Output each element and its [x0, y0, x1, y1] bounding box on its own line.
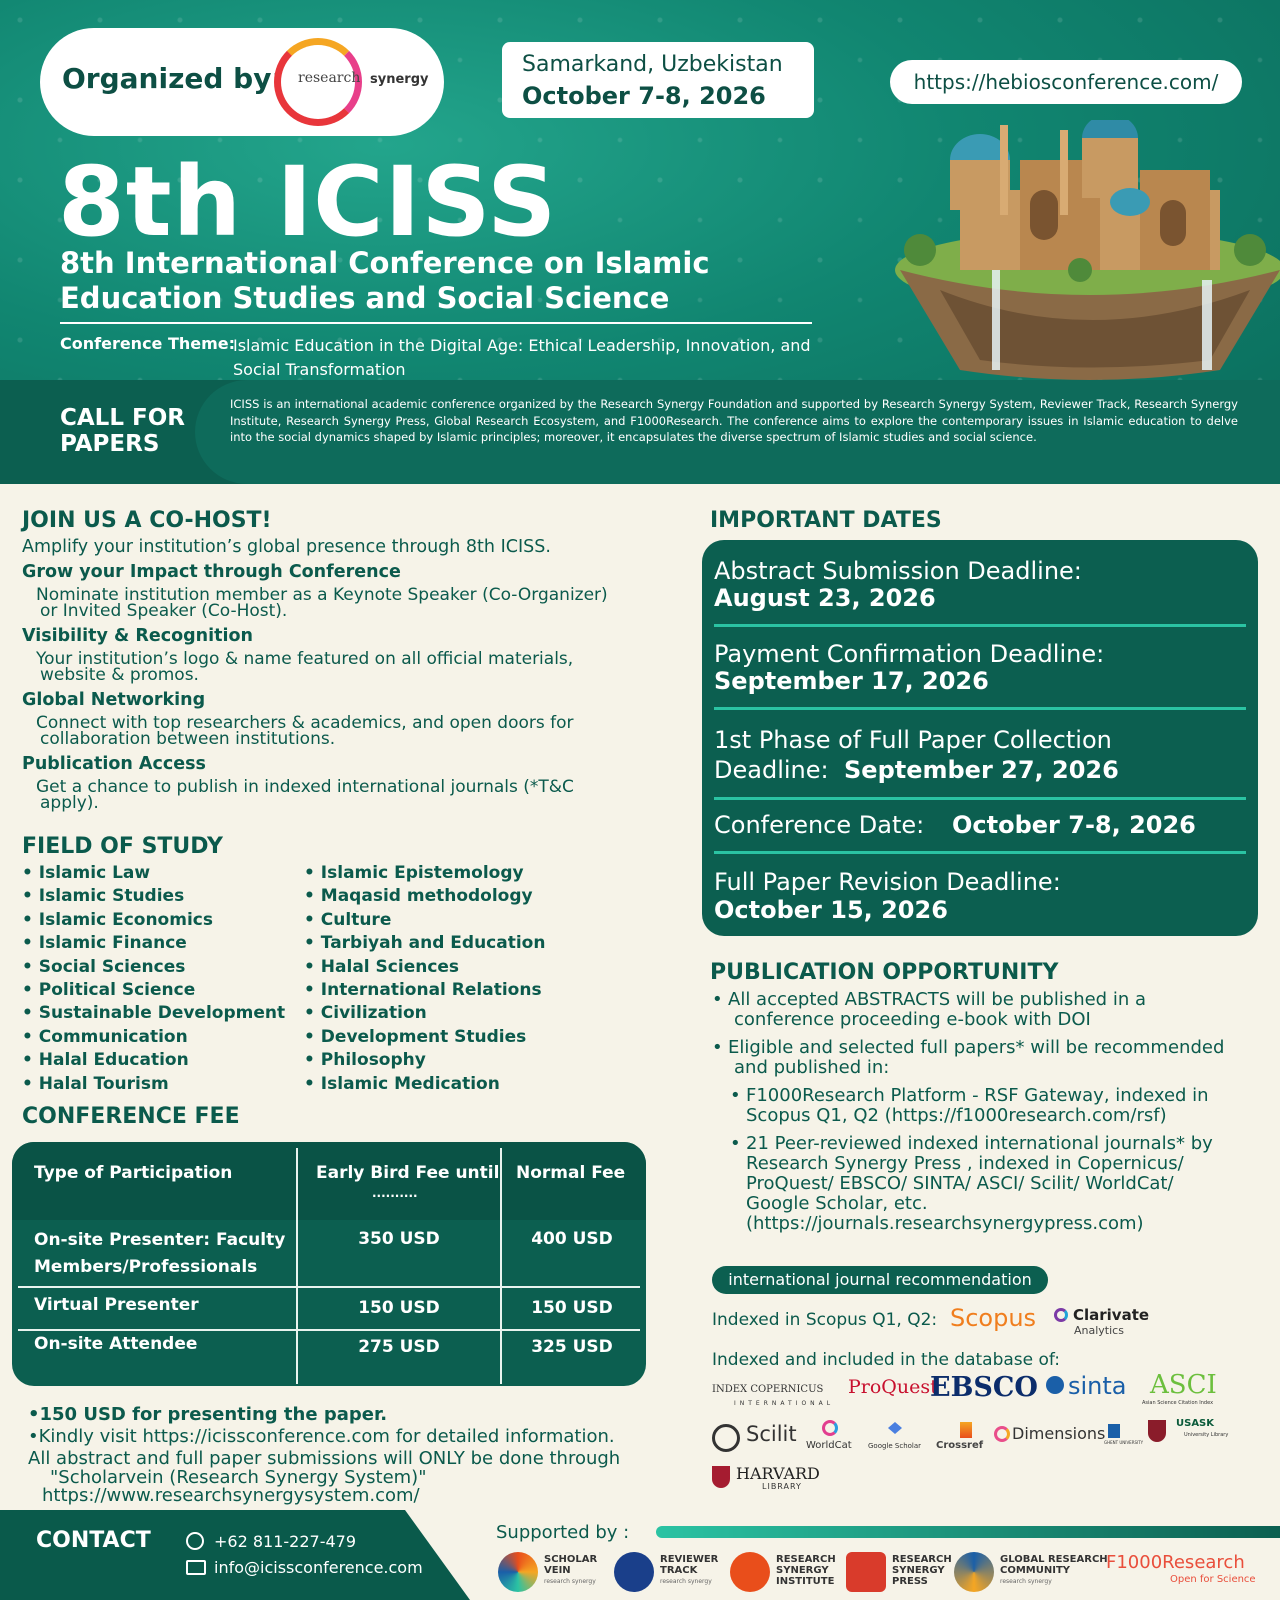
- list-item: • Civilization: [304, 1002, 545, 1025]
- supporter-sub: research synergy: [660, 1578, 712, 1585]
- supporter-sub: research synergy: [1000, 1578, 1052, 1585]
- harvard-sub: LIBRARY: [762, 1482, 802, 1491]
- list-item: • Political Science: [22, 979, 285, 1002]
- table-row: [34, 1292, 199, 1319]
- pub-line: Google Scholar, etc.: [746, 1193, 928, 1214]
- worldcat-icon: [822, 1420, 838, 1436]
- dimensions-logo: Dimensions: [1012, 1424, 1106, 1443]
- fee-col-early: Early Bird Fee until: [316, 1163, 500, 1183]
- theme-label: Conference Theme:: [60, 334, 236, 353]
- supporter-press: [892, 1554, 952, 1587]
- usask-sub: University Library: [1184, 1432, 1229, 1438]
- organizer-label: Organized by:: [62, 62, 283, 95]
- cohost-item-title: Global Networking: [22, 690, 206, 710]
- supporter-text: INSTITUTE: [776, 1576, 835, 1587]
- supporter-text: TRACK: [660, 1565, 698, 1576]
- date-divider: [714, 797, 1246, 800]
- list-item: • Tarbiyah and Education: [304, 932, 545, 955]
- research-synergy-press-icon: [846, 1552, 886, 1592]
- date-label: 1st Phase of Full Paper Collection: [714, 726, 1112, 754]
- fee-normal-value: 400 USD: [531, 1229, 613, 1249]
- supporter-text: PRESS: [892, 1576, 928, 1587]
- crossref-logo: Crossref: [936, 1440, 984, 1451]
- university-crest-icon: [1148, 1420, 1166, 1442]
- location-date: October 7-8, 2026: [522, 82, 766, 110]
- pub-line: ProQuest/ EBSCO/ SINTA/ ASCI/ Scilit/ WorldCat/: [746, 1173, 1174, 1194]
- ebsco-logo: EBSCO: [930, 1372, 1038, 1403]
- list-item: • Culture: [304, 909, 545, 932]
- call-for-papers-text: ICISS is an international academic conference organized by the Research Synergy Foundation and supported by Research Synergy System, Reviewer Track, Research Synergy Institute, Research Synergy Press, Global Research Ecosystem, and F1000Research. The conference aims to explore the contemporary issues in Islamic education to delve into the social dynamics shaped by Islamic principles; moreover, it encapsulates the diverse spectrum of Islamic studies and social science.: [230, 397, 1238, 444]
- date-value: August 23, 2026: [714, 584, 936, 612]
- subtitle-line-2: Education Studies and Social Science: [60, 281, 670, 315]
- sinta-logo: sinta: [1068, 1372, 1127, 1400]
- cohost-item-text: [36, 651, 573, 683]
- list-item: • Philosophy: [304, 1049, 545, 1072]
- fee-type: On-site Attendee: [34, 1334, 198, 1354]
- list-item: • Islamic Finance: [22, 932, 285, 955]
- cohost-item-text: [36, 715, 574, 747]
- fee-note: "Scholarvein (Research Synergy System)": [50, 1467, 427, 1488]
- list-item: • Islamic Studies: [22, 885, 285, 908]
- contact-bar: [0, 1510, 470, 1600]
- publication-heading: PUBLICATION OPPORTUNITY: [710, 960, 1059, 985]
- table-row: [34, 1331, 197, 1358]
- crossref-icon: [960, 1422, 972, 1438]
- list-item: [710, 990, 1260, 1030]
- fee-note: •Kindly visit https://icissconference.com for detailed information.: [28, 1426, 615, 1447]
- fee-early-value: 275 USD: [358, 1337, 440, 1357]
- field-of-study-heading: FIELD OF STUDY: [22, 834, 223, 859]
- list-item: • Islamic Epistemology: [304, 862, 545, 885]
- whatsapp-icon: [186, 1532, 204, 1550]
- asci-sub: Asian Science Citation Index: [1142, 1400, 1214, 1406]
- harvard-shield-icon: [712, 1466, 730, 1488]
- fee-col-normal: Normal Fee: [516, 1163, 626, 1183]
- list-item: • Islamic Law: [22, 862, 285, 885]
- f1000research-sub: Open for Science: [1170, 1574, 1256, 1585]
- list-item: • Development Studies: [304, 1026, 545, 1049]
- scilit-icon: [712, 1424, 740, 1452]
- fee-col-early-date: ..........: [372, 1186, 418, 1200]
- scopus-logo: Scopus: [950, 1304, 1037, 1332]
- supporter-text: REVIEWER: [660, 1554, 719, 1565]
- list-item: [710, 1038, 1260, 1078]
- supported-by-bar: [656, 1526, 1280, 1538]
- contact-email[interactable]: info@icissconference.com: [214, 1558, 423, 1577]
- dimensions-icon: [994, 1426, 1010, 1442]
- date-value: September 27, 2026: [844, 756, 1119, 784]
- pub-line: • All accepted ABSTRACTS will be published in a: [728, 989, 1146, 1010]
- fee-type: On-site Presenter: Faculty: [34, 1230, 286, 1250]
- date-divider: [714, 624, 1246, 627]
- list-item: • Communication: [22, 1026, 285, 1049]
- f1000research-logo: F1000Research: [1106, 1552, 1245, 1573]
- pub-line: (https://journals.researchsynergypress.com): [746, 1213, 1144, 1234]
- supporter-scholar-vein: [544, 1554, 597, 1587]
- global-research-community-icon: [954, 1552, 994, 1592]
- list-item: • International Relations: [304, 979, 545, 1002]
- logo-text-research: research: [298, 70, 361, 86]
- pub-line: conference proceeding e-book with DOI: [734, 1009, 1091, 1030]
- conference-full-name: [60, 246, 820, 316]
- usask-logo: USASK: [1176, 1418, 1215, 1429]
- date-divider: [714, 851, 1246, 854]
- contact-phone[interactable]: +62 811-227-479: [214, 1532, 357, 1551]
- list-item: • Maqasid methodology: [304, 885, 545, 908]
- call-for-papers-label: [60, 405, 185, 457]
- supporter-grc: [1000, 1554, 1108, 1587]
- samarkand-illustration: [880, 120, 1280, 390]
- cohost-item-title: Visibility & Recognition: [22, 626, 253, 646]
- cohost-item-line: collaboration between institutions.: [40, 729, 336, 749]
- sinta-icon: [1046, 1376, 1064, 1394]
- fee-normal-value: 325 USD: [531, 1337, 613, 1357]
- supporter-text: SYNERGY: [776, 1565, 829, 1576]
- cfp-line-2: PAPERS: [60, 431, 160, 457]
- copernicus-sub: INTERNATIONAL: [734, 1400, 835, 1407]
- database-label: Indexed and included in the database of:: [712, 1350, 1061, 1370]
- supporter-text: SYNERGY: [892, 1565, 945, 1576]
- clarivate-icon: [1054, 1308, 1068, 1322]
- page-title: 8th ICISS: [58, 146, 558, 258]
- supporter-text: VEIN: [544, 1565, 571, 1576]
- scopus-label: Indexed in Scopus Q1, Q2:: [712, 1310, 938, 1330]
- ghent-logo: GHENT UNIVERSITY: [1104, 1440, 1144, 1445]
- fee-early-value: 350 USD: [358, 1229, 440, 1249]
- field-list-col-2: [304, 862, 545, 1096]
- list-item: • Social Sciences: [22, 956, 285, 979]
- harvard-logo: HARVARD: [736, 1464, 820, 1483]
- cohost-item-line: apply).: [40, 793, 99, 813]
- field-list-col-1: [22, 862, 285, 1096]
- cohost-intro: Amplify your institution’s global presence through 8th ICISS.: [22, 537, 551, 557]
- row-divider: [18, 1286, 640, 1288]
- list-item: • Halal Sciences: [304, 956, 545, 979]
- list-item: • Sustainable Development: [22, 1002, 285, 1025]
- cohost-item-title: Grow your Impact through Conference: [22, 562, 401, 582]
- cohost-item-text: [36, 587, 608, 619]
- date-value: October 15, 2026: [714, 896, 948, 924]
- contact-heading: CONTACT: [36, 1528, 151, 1553]
- cohost-item-line: Nominate institution member as a Keynote Speaker (Co-Organizer): [36, 585, 608, 605]
- cohost-heading: JOIN US A CO-HOST!: [22, 508, 272, 533]
- logo-text-synergy: synergy: [370, 72, 429, 87]
- date-label: Deadline:: [714, 756, 829, 784]
- fee-note: All abstract and full paper submissions will ONLY be done through: [28, 1448, 621, 1469]
- scholar-vein-icon: [498, 1552, 538, 1592]
- cohost-item-line: website & promos.: [40, 665, 199, 685]
- cfp-line-1: CALL FOR: [60, 405, 185, 431]
- publication-list: [710, 990, 1260, 1242]
- email-icon: [186, 1560, 206, 1575]
- date-value: September 17, 2026: [714, 667, 989, 695]
- pub-line: • 21 Peer-reviewed indexed international journals* by: [746, 1133, 1213, 1154]
- cohost-item-text: [36, 779, 574, 811]
- fee-note: •150 USD for presenting the paper.: [28, 1404, 388, 1425]
- date-label: Conference Date:: [714, 811, 925, 839]
- cohost-item-line: Connect with top researchers & academics, and open doors for: [36, 713, 574, 733]
- subtitle-line-1: 8th International Conference on Islamic: [60, 246, 710, 280]
- worldcat-logo: WorldCat: [806, 1440, 852, 1451]
- supporter-text: GLOBAL RESEARCH: [1000, 1554, 1108, 1565]
- fee-type: Members/Professionals: [34, 1257, 258, 1277]
- supporter-sub: research synergy: [544, 1578, 596, 1585]
- supporter-text: RESEARCH: [776, 1554, 836, 1565]
- google-scholar-logo: Google Scholar: [868, 1442, 922, 1450]
- theme-text: Islamic Education in the Digital Age: Ethical Leadership, Innovation, and Social Transformation: [233, 336, 811, 379]
- fee-col-type: Type of Participation: [34, 1163, 233, 1183]
- cohost-item-title: Publication Access: [22, 754, 206, 774]
- conference-fee-heading: CONFERENCE FEE: [22, 1104, 240, 1129]
- conference-url[interactable]: https://hebiosconference.com/: [890, 60, 1242, 104]
- cohost-item-line: Your institution’s logo & name featured on all official materials,: [36, 649, 574, 669]
- cohost-item-line: Get a chance to publish in indexed international journals (*T&C: [36, 777, 574, 797]
- fee-early-value: 150 USD: [358, 1298, 440, 1318]
- important-dates-heading: IMPORTANT DATES: [710, 508, 942, 533]
- fee-type: Virtual Presenter: [34, 1295, 199, 1315]
- submission-link[interactable]: https://www.researchsynergysystem.com/: [42, 1485, 420, 1506]
- pub-line: • F1000Research Platform - RSF Gateway, indexed in: [746, 1085, 1209, 1106]
- table-row: [34, 1227, 285, 1281]
- fee-normal-value: 150 USD: [531, 1298, 613, 1318]
- ghent-icon: [1108, 1424, 1120, 1438]
- date-label: Payment Confirmation Deadline:: [714, 640, 1105, 668]
- list-item: • Islamic Medication: [304, 1073, 545, 1096]
- date-divider: [714, 707, 1246, 710]
- date-label: Abstract Submission Deadline:: [714, 557, 1082, 585]
- title-divider: [60, 322, 812, 324]
- reviewer-track-icon: [614, 1552, 654, 1592]
- list-item: • Halal Education: [22, 1049, 285, 1072]
- pub-line: Scopus Q1, Q2 (https://f1000research.com/rsf): [746, 1105, 1167, 1126]
- supported-by-label: Supported by :: [496, 1522, 630, 1543]
- supporter-text: COMMUNITY: [1000, 1565, 1071, 1576]
- supporter-institute: [776, 1554, 836, 1587]
- clarivate-sub: Analytics: [1074, 1324, 1124, 1337]
- list-item: [728, 1134, 1260, 1234]
- scilit-logo: Scilit: [746, 1422, 797, 1446]
- supporter-reviewer-track: [660, 1554, 718, 1587]
- cohost-item-line: or Invited Speaker (Co-Host).: [40, 601, 288, 621]
- research-synergy-institute-icon: [730, 1552, 770, 1592]
- journal-recommendation-badge: international journal recommendation: [712, 1266, 1048, 1294]
- fee-notes: [28, 1404, 668, 1506]
- location-box: [502, 42, 814, 118]
- date-value: October 7-8, 2026: [952, 811, 1196, 839]
- supporter-text: SCHOLAR: [544, 1554, 598, 1565]
- asci-logo: ASCI: [1150, 1370, 1217, 1400]
- pub-line: Research Synergy Press , indexed in Copernicus/: [746, 1153, 1184, 1174]
- pub-line: • Eligible and selected full papers* will be recommended: [728, 1037, 1225, 1058]
- pub-line: and published in:: [734, 1057, 890, 1078]
- clarivate-logo: Clarivate: [1073, 1306, 1150, 1324]
- list-item: [728, 1086, 1260, 1126]
- organizer-pill: [40, 28, 444, 136]
- date-label: Full Paper Revision Deadline:: [714, 868, 1061, 896]
- proquest-logo: ProQuest: [848, 1376, 938, 1398]
- google-scholar-icon: [888, 1422, 902, 1434]
- location-city: Samarkand, Uzbekistan: [522, 52, 783, 77]
- list-item: • Halal Tourism: [22, 1073, 285, 1096]
- supporter-text: RESEARCH: [892, 1554, 952, 1565]
- list-item: • Islamic Economics: [22, 909, 285, 932]
- copernicus-logo: INDEX COPERNICUS: [712, 1384, 824, 1395]
